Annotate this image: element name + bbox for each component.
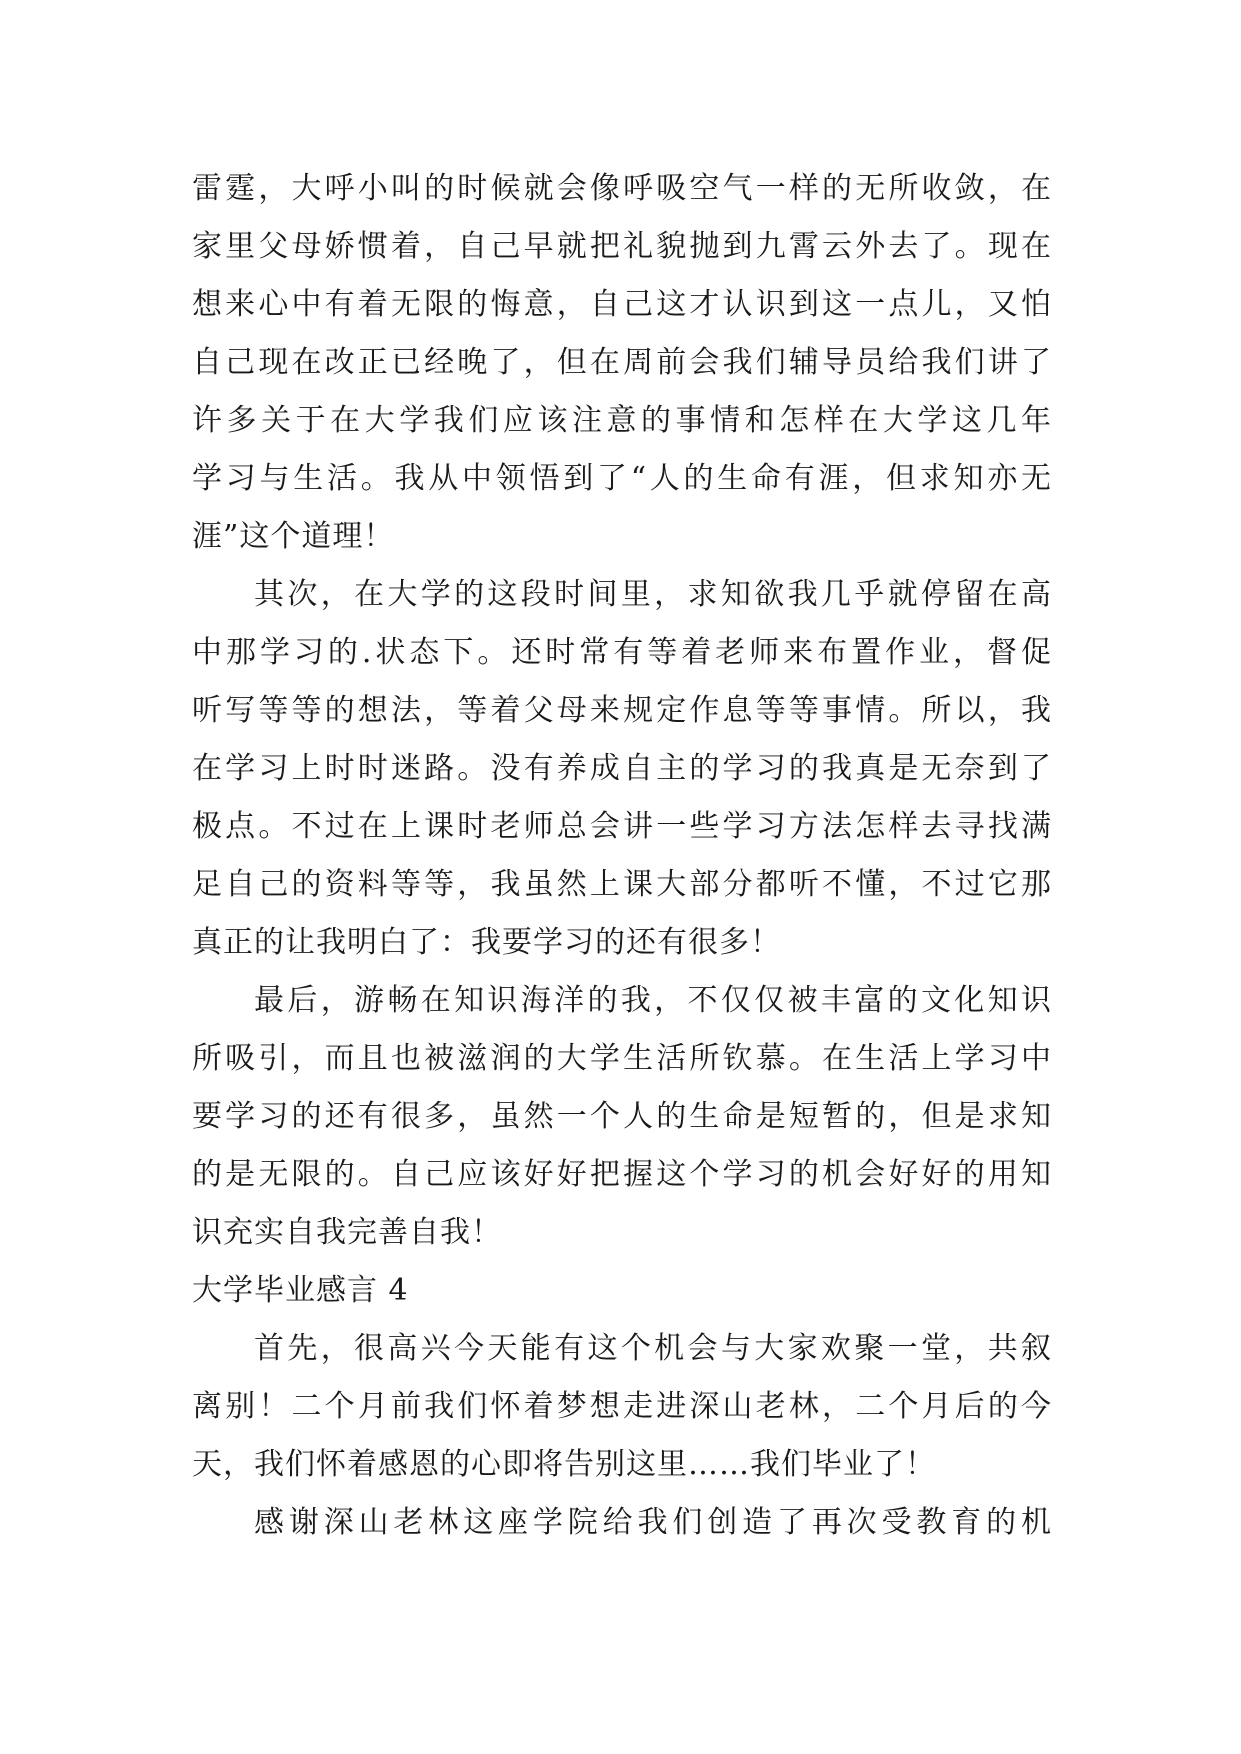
text-line: 的是无限的。自己应该好好把握这个学习的机会好好的用知 <box>192 1157 1052 1192</box>
text-line: 许多关于在大学我们应该注意的事情和怎样在大学这几年 <box>192 403 1052 438</box>
text-line: 要学习的还有很多，虽然一个人的生命是短暂的，但是求知 <box>192 1099 1052 1134</box>
text-line: 其次，在大学的这段时间里，求知欲我几乎就停留在高 <box>254 577 1052 612</box>
text-line: 中那学习的.状态下。还时常有等着老师来布置作业，督促 <box>192 635 1052 670</box>
section-heading <box>192 1262 1052 1320</box>
text-line: 听写等等的想法，等着父母来规定作息等等事情。所以，我 <box>192 693 1052 728</box>
text-line: 涯”这个道理！ <box>192 519 395 554</box>
paragraph-first <box>192 1320 1052 1494</box>
paragraph-second <box>192 566 1052 972</box>
paragraph-finally <box>192 972 1052 1262</box>
text-line: 足自己的资料等等，我虽然上课大部分都听不懂，不过它那 <box>192 867 1052 902</box>
text-line: 首先，很高兴今天能有这个机会与大家欢聚一堂，共叙 <box>254 1331 1052 1366</box>
text-line: 所吸引，而且也被滋润的大学生活所钦慕。在生活上学习中 <box>192 1041 1052 1076</box>
text-line: 极点。不过在上课时老师总会讲一些学习方法怎样去寻找满 <box>192 809 1052 844</box>
text-line: 离别！二个月前我们怀着梦想走进深山老林，二个月后的今 <box>192 1389 1052 1424</box>
paragraph-thanks <box>192 1494 1052 1552</box>
text-line: 最后，游畅在知识海洋的我，不仅仅被丰富的文化知识 <box>254 983 1052 1018</box>
text-line: 雷霆，大呼小叫的时候就会像呼吸空气一样的无所收敛，在 <box>192 171 1052 206</box>
paragraph-continued <box>192 160 1052 566</box>
heading-text: 大学毕业感言 4 <box>192 1273 409 1308</box>
text-line: 在学习上时时迷路。没有养成自主的学习的我真是无奈到了 <box>192 751 1052 786</box>
text-line: 天，我们怀着感恩的心即将告别这里……我们毕业了！ <box>192 1447 936 1482</box>
text-line: 感谢深山老林这座学院给我们创造了再次受教育的机 <box>254 1505 1052 1540</box>
text-line: 家里父母娇惯着，自己早就把礼貌抛到九霄云外去了。现在 <box>192 229 1052 264</box>
document-body <box>192 160 1052 1552</box>
text-line: 想来心中有着无限的悔意，自己这才认识到这一点儿，又怕 <box>192 287 1052 322</box>
text-line: 自己现在改正已经晚了，但在周前会我们辅导员给我们讲了 <box>192 345 1052 380</box>
text-line: 识充实自我完善自我！ <box>192 1215 502 1250</box>
text-line: 学习与生活。我从中领悟到了“人的生命有涯，但求知亦无 <box>192 461 1052 496</box>
text-line: 真正的让我明白了：我要学习的还有很多！ <box>192 925 781 960</box>
